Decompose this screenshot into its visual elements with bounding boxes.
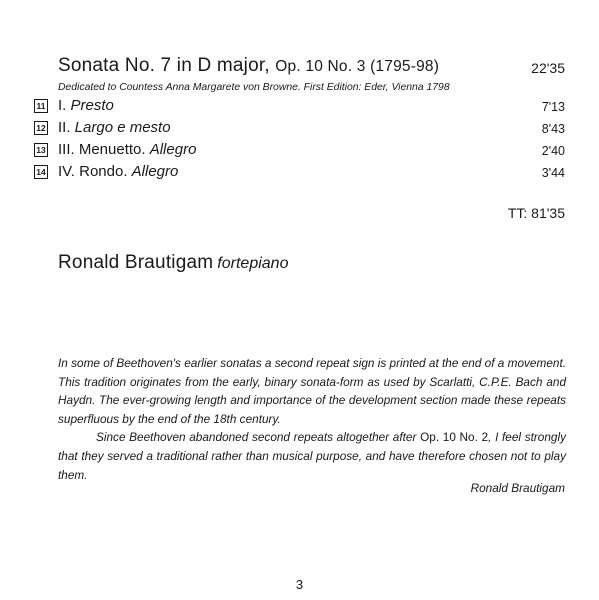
liner-note-paragraph: In some of Beethoven's earlier sonatas a second repeat sign is printed at the end of a movement. This tradition originates from the early, binary sonata-form as used by Scarlatti, C.P.E. Bach and Haydn. The ever-growing length and importance of the development section made these repeats superfluous by the end of the 18th century. (58, 356, 566, 426)
liner-note-paragraph: Since Beethoven abandoned second repeats altogether after Op. 10 No. 2, I feel strongly that they served a traditional rather than musical purpose, and have therefore chosen not to play them. (58, 430, 566, 482)
total-time: TT: 81'35 (507, 205, 565, 221)
performer (58, 250, 288, 277)
track-duration: 2'40 (541, 144, 565, 158)
note-signature: Ronald Brautigam (470, 481, 565, 495)
work-title (58, 54, 439, 79)
track-title: II. Largo e mesto (58, 119, 171, 136)
track-title: I. Presto (58, 97, 114, 114)
liner-note (58, 354, 566, 484)
track-row (0, 139, 599, 161)
track-duration: 3'44 (541, 166, 565, 180)
work-title-opus: Op. 10 No. 3 (1795-98) (275, 58, 440, 75)
performer-instrument: fortepiano (217, 255, 289, 272)
track-number: 13 (34, 143, 48, 157)
work-total-duration: 22'35 (531, 60, 565, 76)
track-row (0, 117, 599, 139)
page-number: 3 (295, 577, 304, 592)
dedication: Dedicated to Countess Anna Margarete von Browne. First Edition: Eder, Vienna 1798 (58, 82, 450, 93)
track-row (0, 95, 599, 117)
work-title-main: Sonata No. 7 in D major, (58, 55, 270, 76)
track-duration: 8'43 (541, 122, 565, 136)
track-number: 12 (34, 121, 48, 135)
track-number: 14 (34, 165, 48, 179)
track-row (0, 161, 599, 183)
track-number: 11 (34, 99, 48, 113)
track-duration: 7'13 (541, 100, 565, 114)
track-title: III. Menuetto. Allegro (58, 141, 197, 158)
track-title: IV. Rondo. Allegro (58, 163, 179, 180)
performer-name: Ronald Brautigam (58, 252, 214, 273)
